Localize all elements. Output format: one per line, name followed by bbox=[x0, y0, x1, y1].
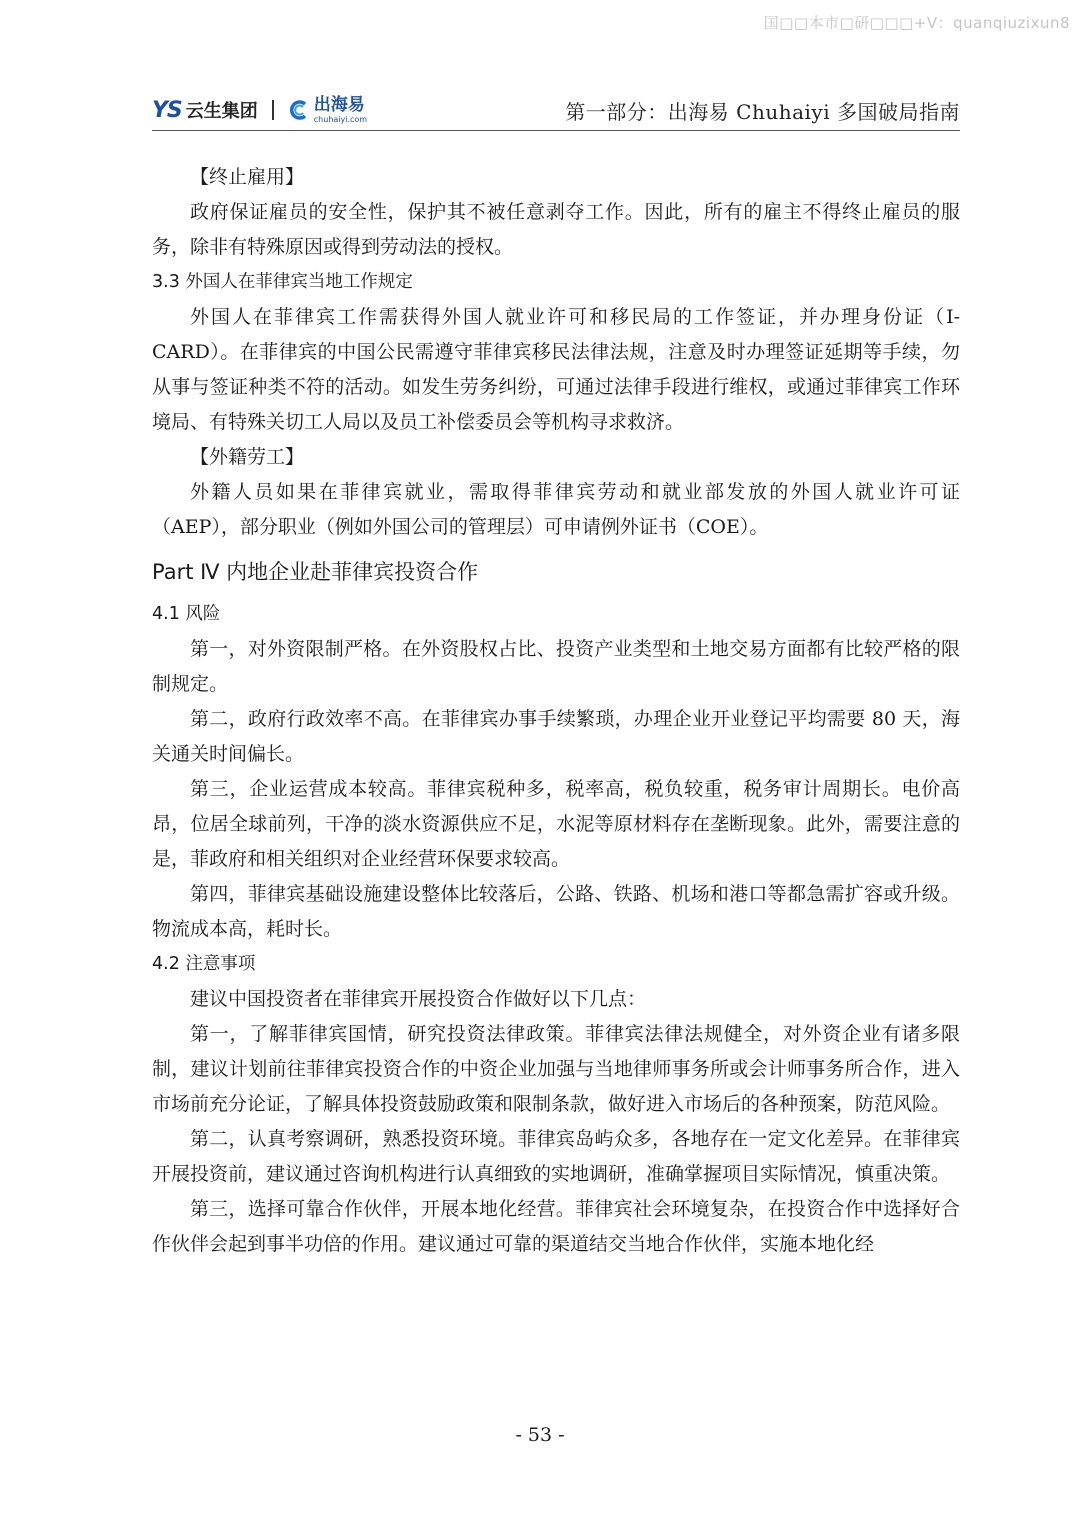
part-4-heading: Part Ⅳ 内地企业赴菲律宾投资合作 bbox=[152, 560, 479, 584]
advice-intro: 建议中国投资者在菲律宾开展投资合作做好以下几点： bbox=[190, 988, 647, 1010]
section-3-3-paragraph: 外国人在菲律宾工作需获得外国人就业许可和移民局的工作签证，并办理身份证（I-CARD）。在菲律宾的中国公民需遵守菲律宾移民法律法规，注意及时办理签证延期等手续，勿从事与签证种类不符的活动。如发生劳务纠纷，可通过法律手段进行维权，或通过菲律宾工作环境局、有特殊关切工人局以及员工补偿委员会等机构寻求救济。 bbox=[152, 306, 960, 433]
risk-paragraph-3: 第三，企业运营成本较高。菲律宾税种多，税率高，税负较重，税务审计周期长。电价高昂，位居全球前列，干净的淡水资源供应不足，水泥等原材料存在垄断现象。此外，需要注意的是，菲政府和相关组织对企业经营环保要求较高。 bbox=[152, 778, 960, 870]
header-divider bbox=[152, 130, 960, 131]
page-number: - 53 - bbox=[515, 1424, 565, 1446]
ys-logo-mark: YS bbox=[152, 97, 182, 123]
foreign-labor-paragraph: 外籍人员如果在菲律宾就业，需取得菲律宾劳动和就业部发放的外国人就业许可证（AEP），部分职业（例如外国公司的管理层）可申请例外证书（COE）。 bbox=[152, 481, 960, 538]
advice-paragraph-1: 第一，了解菲律宾国情，研究投资法律政策。菲律宾法律法规健全，对外资企业有诸多限制，建议计划前往菲律宾投资合作的中资企业加强与当地律师事务所或会计师事务所合作，进入市场前充分论证，了解具体投资鼓励政策和限制条款，做好进入市场后的各种预案，防范风险。 bbox=[152, 1023, 960, 1115]
chuhaiyi-logo-icon bbox=[288, 99, 310, 121]
advice-paragraph-2: 第二，认真考察调研，熟悉投资环境。菲律宾岛屿众多，各地存在一定文化差异。在菲律宾开展投资前，建议通过咨询机构进行认真细致的实地调研，准确掌握项目实际情况，慎重决策。 bbox=[152, 1128, 960, 1185]
page-body bbox=[152, 160, 960, 1262]
header-logos bbox=[152, 94, 368, 124]
risk-paragraph-4: 第四，菲律宾基础设施建设整体比较落后，公路、铁路、机场和港口等都急需扩容或升级。物流成本高，耗时长。 bbox=[152, 883, 960, 940]
risk-paragraph-1: 第一，对外资限制严格。在外资股权占比、投资产业类型和土地交易方面都有比较严格的限制规定。 bbox=[152, 638, 960, 695]
ys-logo-name: 云生集团 bbox=[185, 101, 258, 122]
chuhaiyi-logo bbox=[288, 94, 368, 124]
risk-paragraph-2: 第二，政府行政效率不高。在菲律宾办事手续繁琐，办理企业开业登记平均需要 80 天，海关通关时间偏长。 bbox=[152, 708, 960, 765]
section-4-1-heading: 4.1 风险 bbox=[152, 604, 221, 624]
termination-heading: 【终止雇用】 bbox=[190, 166, 305, 188]
page-header bbox=[152, 92, 960, 128]
termination-paragraph: 政府保证雇员的安全性，保护其不被任意剥夺工作。因此，所有的雇主不得终止雇员的服务，除非有特殊原因或得到劳动法的授权。 bbox=[152, 201, 960, 258]
watermark-text: 国□□本市□研□□□+V：quanqiuzixun8 bbox=[763, 14, 1070, 32]
section-title: 第一部分：出海易 Chuhaiyi 多国破局指南 bbox=[565, 99, 960, 124]
section-4-2-heading: 4.2 注意事项 bbox=[152, 954, 256, 974]
chuhaiyi-logo-url: chuhaiyi.com bbox=[313, 114, 368, 124]
section-3-3-heading: 3.3 外国人在菲律宾当地工作规定 bbox=[152, 272, 413, 292]
foreign-labor-heading: 【外籍劳工】 bbox=[190, 446, 305, 468]
logo-divider bbox=[272, 100, 274, 120]
advice-paragraph-3: 第三，选择可靠合作伙伴，开展本地化经营。菲律宾社会环境复杂，在投资合作中选择好合作伙伴会起到事半功倍的作用。建议通过可靠的渠道结交当地合作伙伴，实施本地化经 bbox=[152, 1198, 960, 1255]
chuhaiyi-logo-name: 出海易 bbox=[313, 94, 365, 115]
